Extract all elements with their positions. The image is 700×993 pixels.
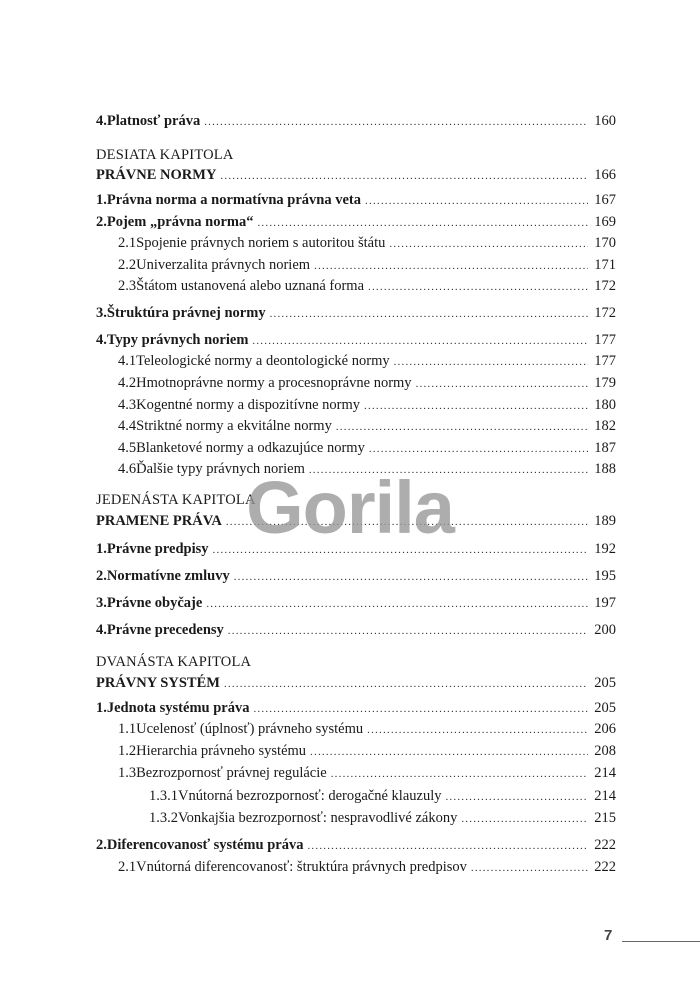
toc-entry-number: 2. <box>96 568 107 584</box>
toc-entry-page: 195 <box>594 568 616 584</box>
toc-entry-page: 172 <box>594 278 616 294</box>
toc-entry-title: Právne obyčaje <box>106 595 203 611</box>
toc-entry-title: Právna norma a normatívna právna veta <box>106 192 362 208</box>
toc-entry-page: 200 <box>594 622 616 638</box>
chapter-heading: DVANÁSTA KAPITOLA <box>96 654 252 670</box>
dot-leader <box>228 621 588 641</box>
toc-entry-page: 170 <box>594 235 616 251</box>
dot-leader <box>367 720 588 740</box>
dot-leader <box>394 352 588 372</box>
toc-entry-title: Právne predpisy <box>106 541 209 557</box>
toc-entry-title: Ďalšie typy právnych noriem <box>136 461 305 477</box>
toc-entry-title: PRÁVNE NORMY <box>96 167 217 183</box>
toc-entry <box>96 212 616 232</box>
watermark-logo: Gorila <box>246 466 454 549</box>
dot-leader <box>310 742 588 762</box>
toc-entry-number: 1. <box>96 541 107 557</box>
dot-leader <box>461 809 588 829</box>
toc-entry <box>96 698 616 718</box>
dot-leader <box>314 256 588 276</box>
toc-entry <box>96 190 616 210</box>
toc-entry-number: 3. <box>96 305 107 321</box>
toc-entry-page: 205 <box>594 675 616 691</box>
toc-entry-page: 160 <box>594 113 616 129</box>
dot-leader <box>204 112 588 132</box>
dot-leader <box>445 787 588 807</box>
toc-entry <box>149 808 616 828</box>
dot-leader <box>368 277 588 297</box>
toc-entry-number: 4.2 <box>118 375 137 391</box>
toc-entry-title: Vnútorná diferencovanosť: štruktúra právnych predpisov <box>136 859 467 875</box>
dot-leader <box>213 540 588 560</box>
toc-entry-page: 206 <box>594 721 616 737</box>
toc-entry <box>96 593 616 613</box>
toc-entry <box>96 111 616 131</box>
toc-entry-title: Platnosť práva <box>106 113 201 129</box>
toc-entry-page: 188 <box>594 461 616 477</box>
toc-entry-title: PRAMENE PRÁVA <box>96 513 222 529</box>
dot-leader <box>307 836 588 856</box>
toc-entry-title: Hmotnoprávne normy a procesnoprávne normy <box>136 375 412 391</box>
toc-entry <box>96 620 616 640</box>
toc-entry-title: Právne precedensy <box>106 622 224 638</box>
toc-entry-page: 214 <box>594 788 616 804</box>
dot-leader <box>416 374 588 394</box>
toc-entry-title: Vonkajšia bezrozpornosť: nespravodlivé zákony <box>178 810 458 826</box>
toc-entry-page: 222 <box>594 859 616 875</box>
toc-entry <box>118 233 616 253</box>
toc-entry <box>96 330 616 350</box>
toc-entry-page: 172 <box>594 305 616 321</box>
toc-entry-number: 4.3 <box>118 397 137 413</box>
dot-leader <box>336 417 588 437</box>
toc-entry-title: Univerzalita právnych noriem <box>136 257 311 273</box>
toc-entry-page: 177 <box>594 353 616 369</box>
dot-leader <box>253 699 588 719</box>
toc-entry-page: 166 <box>594 167 616 183</box>
dot-leader <box>331 764 588 784</box>
toc-entry-page: 169 <box>594 214 616 230</box>
dot-leader <box>369 439 588 459</box>
toc-entry <box>96 835 616 855</box>
toc-entry-title: Ucelenosť (úplnosť) právneho systému <box>136 721 364 737</box>
toc-entry-number: 1.3 <box>118 765 137 781</box>
toc-entry-number: 2.3 <box>118 278 137 294</box>
toc-entry-number: 4.6 <box>118 461 137 477</box>
toc-entry <box>149 786 616 806</box>
toc-entry-title: Štátom ustanovená alebo uznaná forma <box>136 278 365 294</box>
dot-leader <box>252 331 588 351</box>
toc-entry-page: 205 <box>594 700 616 716</box>
toc-entry-number: 4.4 <box>118 418 137 434</box>
toc-entry-title: Diferencovanosť systému práva <box>106 837 304 853</box>
toc-entry-title: Štruktúra právnej normy <box>106 305 266 321</box>
dot-leader <box>270 304 588 324</box>
dot-leader <box>471 858 588 878</box>
toc-entry <box>118 763 616 783</box>
toc-entry <box>96 165 616 185</box>
dot-leader <box>234 567 588 587</box>
toc-entry-page: 189 <box>594 513 616 529</box>
chapter-heading: JEDENÁSTA KAPITOLA <box>96 492 256 508</box>
toc-entry-number: 2.1 <box>118 235 137 251</box>
toc-entry-page: 215 <box>594 810 616 826</box>
toc-entry-number: 1.3.2 <box>149 810 178 826</box>
dot-leader <box>389 234 588 254</box>
toc-entry-number: 1.3.1 <box>149 788 178 804</box>
toc-entry-title: Teleologické normy a deontologické normy <box>136 353 390 369</box>
toc-entry-page: 179 <box>594 375 616 391</box>
toc-entry <box>118 373 616 393</box>
toc-entry-number: 2. <box>96 837 107 853</box>
toc-entry <box>96 539 616 559</box>
toc-entry-title: Vnútorná bezrozpornosť: derogačné klauzuly <box>178 788 442 804</box>
toc-entry-page: 167 <box>594 192 616 208</box>
dot-leader <box>226 512 588 532</box>
toc-entry-number: 1. <box>96 700 107 716</box>
toc-entry-number: 4. <box>96 332 107 348</box>
dot-leader <box>220 166 588 186</box>
toc-entry <box>96 566 616 586</box>
toc-entry <box>118 857 616 877</box>
toc-entry-number: 2. <box>96 214 107 230</box>
toc-entry <box>96 303 616 323</box>
dot-leader <box>365 191 588 211</box>
page-number: 7 <box>604 927 613 944</box>
toc-entry-title: Blanketové normy a odkazujúce normy <box>136 440 365 456</box>
toc-entry-page: 197 <box>594 595 616 611</box>
toc-entry <box>118 438 616 458</box>
toc-entry-title: PRÁVNY SYSTÉM <box>96 675 220 691</box>
toc-entry <box>118 351 616 371</box>
dot-leader <box>309 460 588 480</box>
toc-entry-page: 182 <box>594 418 616 434</box>
toc-entry-page: 208 <box>594 743 616 759</box>
toc-entry <box>118 395 616 415</box>
toc-entry-number: 4. <box>96 622 107 638</box>
toc-entry-number: 4. <box>96 113 107 129</box>
toc-entry-title: Typy právnych noriem <box>106 332 249 348</box>
toc-entry-title: Normatívne zmluvy <box>106 568 230 584</box>
toc-entry <box>96 511 616 531</box>
toc-entry <box>118 741 616 761</box>
chapter-heading: DESIATA KAPITOLA <box>96 147 234 163</box>
toc-entry-page: 171 <box>594 257 616 273</box>
toc-entry-title: Bezrozpornosť právnej regulácie <box>136 765 327 781</box>
toc-entry <box>96 673 616 693</box>
toc-entry-page: 187 <box>594 440 616 456</box>
page-number-rule <box>622 941 700 942</box>
toc-entry-number: 2.2 <box>118 257 137 273</box>
toc-entry-title: Hierarchia právneho systému <box>136 743 307 759</box>
toc-entry-number: 3. <box>96 595 107 611</box>
toc-entry-number: 2.1 <box>118 859 137 875</box>
toc-entry-title: Kogentné normy a dispozitívne normy <box>136 397 361 413</box>
toc-entry-number: 4.5 <box>118 440 137 456</box>
toc-entry-number: 1.2 <box>118 743 137 759</box>
toc-entry <box>118 719 616 739</box>
toc-entry-page: 214 <box>594 765 616 781</box>
toc-entry-title: Striktné normy a ekvitálne normy <box>136 418 332 434</box>
dot-leader <box>224 674 588 694</box>
toc-entry-number: 1.1 <box>118 721 137 737</box>
toc-entry <box>118 459 616 479</box>
toc-entry-page: 177 <box>594 332 616 348</box>
toc-entry-title: Pojem „právna norma“ <box>106 214 254 230</box>
toc-entry-title: Spojenie právnych noriem s autoritou štátu <box>136 235 386 251</box>
toc-entry-title: Jednota systému práva <box>106 700 250 716</box>
toc-entry-page: 192 <box>594 541 616 557</box>
dot-leader <box>257 213 588 233</box>
dot-leader <box>206 594 588 614</box>
toc-entry <box>118 416 616 436</box>
toc-entry-number: 1. <box>96 192 107 208</box>
toc-entry-page: 222 <box>594 837 616 853</box>
toc-entry <box>118 276 616 296</box>
dot-leader <box>364 396 588 416</box>
toc-entry <box>118 255 616 275</box>
toc-entry-page: 180 <box>594 397 616 413</box>
toc-entry-number: 4.1 <box>118 353 137 369</box>
